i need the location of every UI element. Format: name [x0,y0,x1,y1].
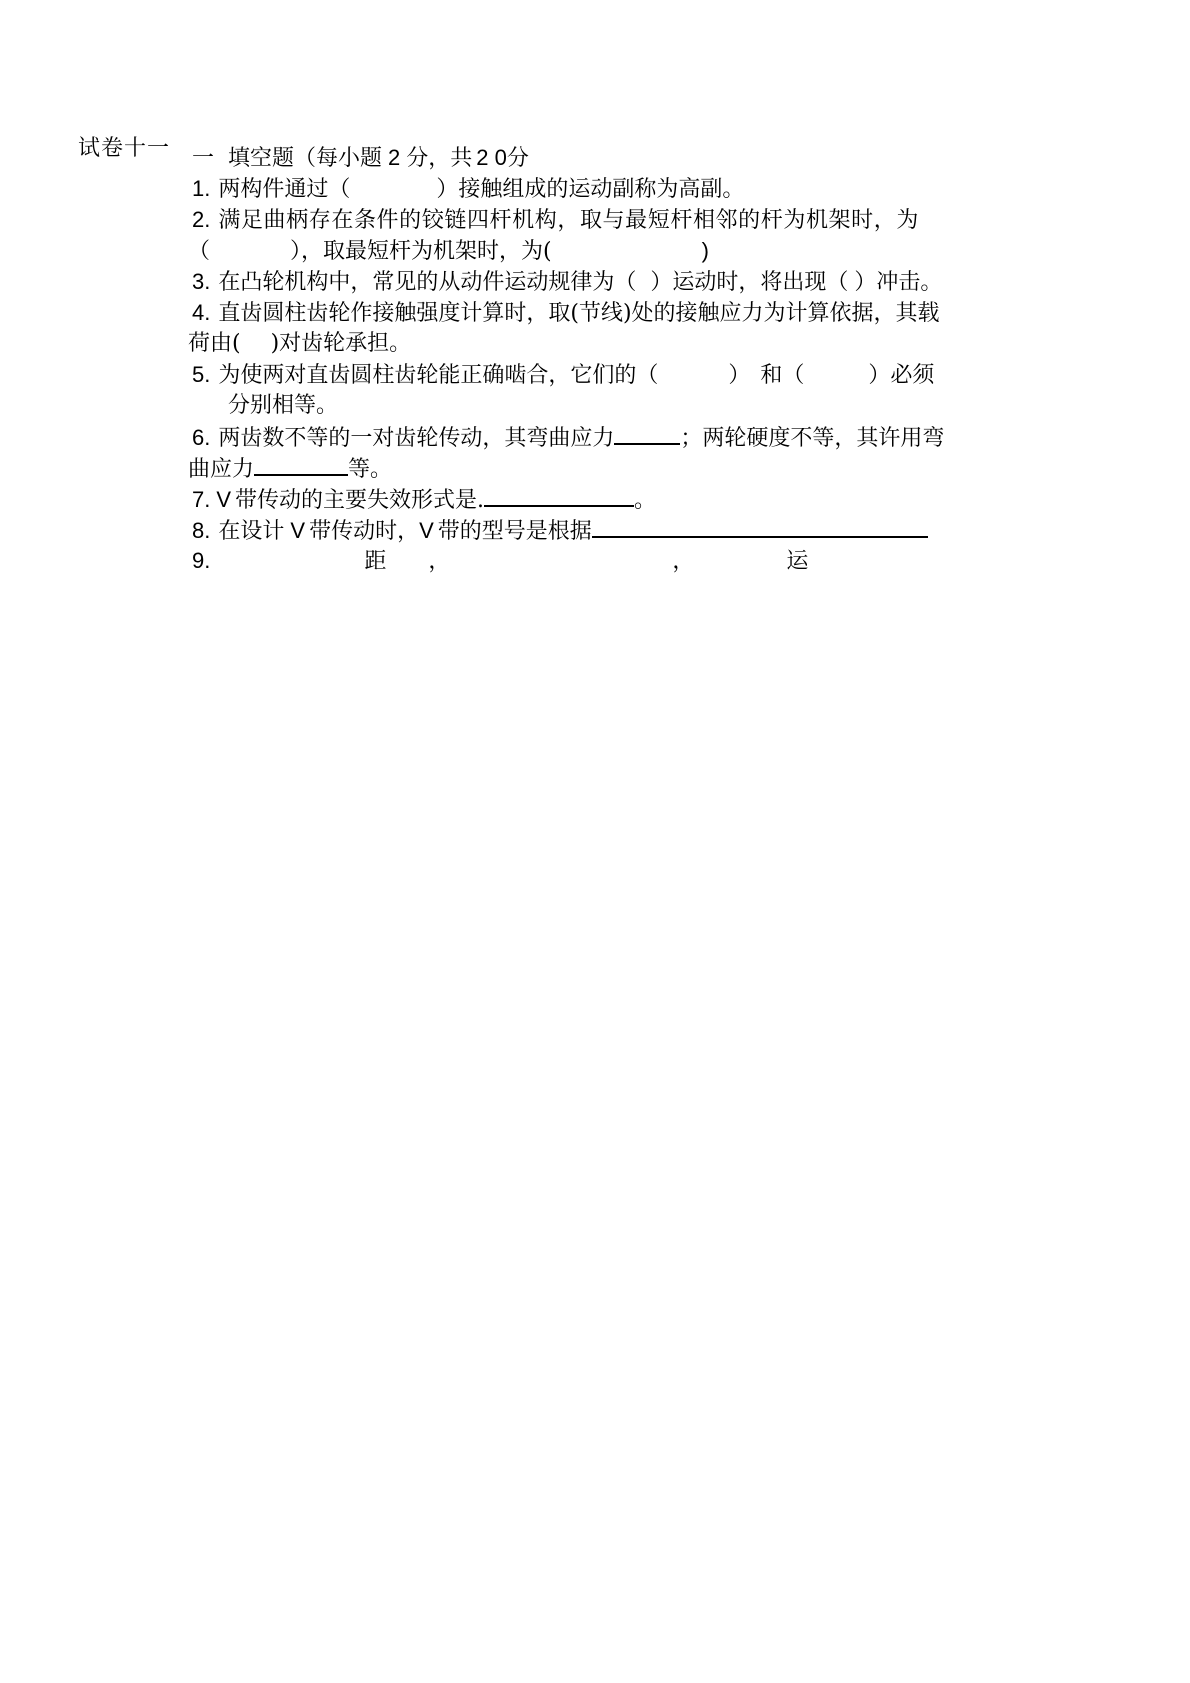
section-points: 2 [388,145,401,170]
q9-text-d: 运 [786,549,809,574]
question-5-line-2 [228,390,1012,421]
q8-v2: V [419,518,434,543]
q6-number: 6. [192,425,211,450]
q8-text-b: 带传动时， [309,519,420,544]
q8-v1: V [290,518,306,543]
section-title-c: 分 [506,146,529,171]
q4-text-b: 荷由( [188,331,241,356]
fill-in-section [188,142,1012,576]
q5-text-c: 和（ [760,363,805,388]
question-4-line-2 [188,328,1012,359]
question-4-line-1 [192,297,1012,328]
section-title-a: 填空题（每小题 [228,146,383,171]
question-5-line-1 [192,359,1012,390]
q7-text-a: 带传动的主要失效形式是. [235,488,485,513]
q2-number: 2. [192,207,211,232]
q5-text-d: ）必须 [868,363,935,388]
q3-text-b: ）运动时，将出现（ [650,270,849,295]
q7-blank [484,483,634,507]
q4-text-a: 直齿圆柱齿轮作接触强度计算时，取(节线)处的接触应力为计算依据，其载 [218,301,940,326]
q6-text-a: 两齿数不等的一对齿轮传动，其弯曲应力 [218,426,615,451]
q3-number: 3. [192,269,211,294]
q8-number: 8. [192,518,211,543]
q6-text-b: ；两轮硬度不等，其许用弯 [680,426,945,451]
q2-text-a: 满足曲柄存在条件的铰链四杆机构，取与最短杆相邻的杆为机架时，为 [218,208,919,233]
q8-text-c: 带的型号是根据 [437,519,592,544]
question-2-line-2 [188,235,1012,266]
question-3 [192,266,1012,297]
q1-number: 1. [192,176,211,201]
q7-v: V [216,487,232,512]
question-1 [192,173,1012,204]
q7-text-b: 。 [634,488,657,513]
q5-text-a: 为使两对直齿圆柱齿轮能正确啮合，它们的（ [218,363,659,388]
q6-blank-1 [614,421,680,445]
q4-number: 4. [192,300,211,325]
question-2-line-1 [192,204,1012,235]
q3-text-c: ）冲击。 [854,270,943,295]
question-9 [192,545,1012,576]
q9-number: 9. [192,548,211,573]
q6-text-c: 曲应力 [188,457,255,482]
q9-text-c: ， [672,549,695,574]
question-7 [192,483,1012,514]
q6-text-d: 等。 [348,457,393,482]
question-8 [192,514,1012,545]
q2-text-d: ) [701,238,709,263]
q9-text-b: ， [428,549,451,574]
q8-text-a: 在设计 [218,519,285,544]
q2-text-b: （ [188,239,211,264]
question-6-line-1 [192,421,1012,452]
q1-text-a: 两构件通过（ [218,177,351,202]
q1-text-b: ）接触组成的运动副称为高副。 [436,177,745,202]
q5-text-b: ） [728,363,751,388]
q5-text-e: 分别相等。 [228,393,339,418]
q6-blank-2 [254,452,348,476]
question-6-line-2 [188,452,1012,483]
section-prefix: 一 [192,146,215,171]
q4-text-c: )对齿轮承担。 [270,331,412,356]
section-title-b: 分，共 [406,146,473,171]
q9-text-a: 距 [364,549,387,574]
section-total: 2 0 [476,145,507,170]
q8-blank [592,514,928,538]
section-heading [192,142,1012,173]
q7-number: 7. [192,487,211,512]
q2-text-c: ），取最短杆为机架时，为( [290,239,552,264]
q3-text-a: 在凸轮机构中，常见的从动件运动规律为（ [218,270,637,295]
q5-number: 5. [192,362,211,387]
document-title: 试卷十一 [78,136,171,161]
